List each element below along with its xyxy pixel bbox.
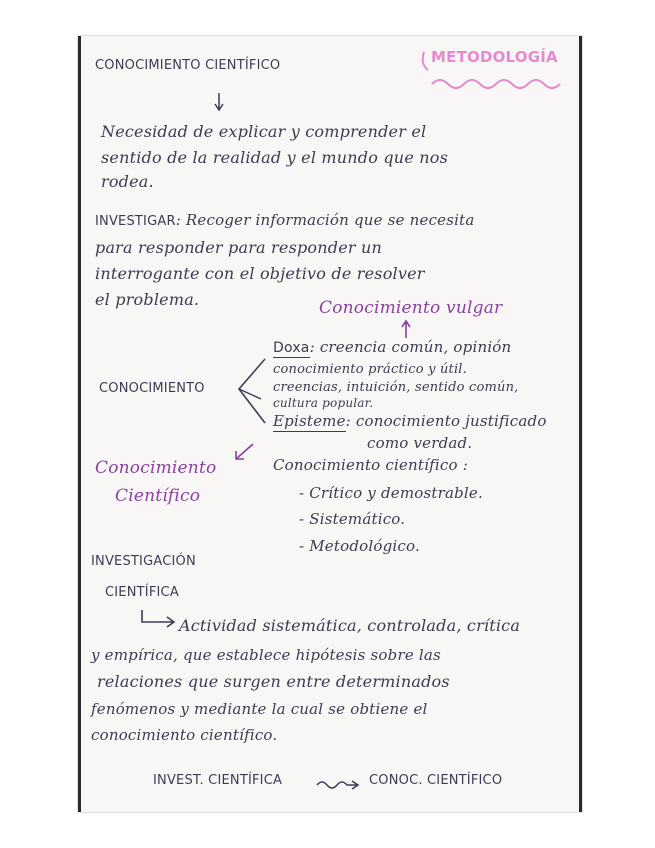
cientifico-heading-2: Científico [115, 486, 201, 506]
page-title: CONOCIMIENTO CIENTÍFICO [95, 58, 281, 73]
trait-3: - Metodológico. [299, 537, 420, 555]
cientifico-heading-1: Conocimiento [95, 458, 217, 478]
doxa-definition: : creencia común, opinión [309, 338, 512, 356]
topic-tag: METODOLOGÍA [431, 48, 558, 66]
doxa-label: Doxa [273, 340, 310, 356]
investigacion-label-2: CIENTÍFICA [105, 585, 179, 600]
episteme-label: Episteme [273, 412, 346, 430]
intro-line-3: rodea. [101, 172, 154, 191]
doxa-sub-1: conocimiento práctico y útil. [273, 362, 467, 377]
investigar-line-1 [95, 211, 475, 229]
intro-line-1: Necesidad de explicar y comprender el [101, 122, 427, 141]
up-arrow-icon [399, 318, 413, 340]
topic-tag-squiggle [418, 50, 578, 96]
episteme-line [273, 412, 547, 430]
footer-right: CONOC. CIENTÍFICO [369, 773, 503, 788]
doxa-line [273, 338, 511, 356]
investigar-line-2: para responder para responder un [95, 238, 383, 257]
hook-arrow-icon [139, 608, 179, 630]
episteme-definition: : conocimiento justificado [345, 412, 547, 430]
doxa-sub-3: cultura popular. [273, 396, 374, 410]
investigar-definition: : Recoger información que se necesita [175, 211, 475, 229]
trait-1: - Crítico y demostrable. [299, 484, 483, 502]
conocimiento-root-label: CONOCIMIENTO [99, 381, 205, 396]
investigar-line-3: interrogante con el objetivo de resolver [95, 264, 425, 283]
episteme-sub: como verdad. [367, 434, 473, 452]
notebook-page [78, 36, 582, 812]
investigacion-line-4: fenómenos y mediante la cual se obtiene el [91, 700, 428, 718]
vulgar-heading: Conocimiento vulgar [319, 298, 503, 318]
down-arrow-icon [211, 91, 227, 113]
wavy-arrow-icon [315, 776, 363, 792]
investigacion-line-1: Actividad sistemática, controlada, crítica [179, 616, 521, 635]
investigacion-label-1: INVESTIGACIÓN [91, 554, 196, 569]
investigacion-line-5: conocimiento científico. [91, 726, 278, 744]
investigar-label: INVESTIGAR [95, 214, 176, 229]
brace-bracket [231, 351, 271, 431]
cientifico-title: Conocimiento científico : [273, 456, 468, 474]
investigacion-line-2: y empírica, que establece hipótesis sobre las [91, 646, 441, 664]
investigacion-line-3: relaciones que surgen entre determinados [97, 672, 450, 691]
doxa-sub-2: creencias, intuición, sentido común, [273, 380, 519, 395]
footer-left: INVEST. CIENTÍFICA [153, 773, 283, 788]
intro-line-2: sentido de la realidad y el mundo que nos [101, 148, 449, 167]
trait-2: - Sistemático. [299, 510, 406, 528]
investigar-line-4: el problema. [95, 290, 200, 309]
down-left-arrow-icon [231, 441, 257, 463]
